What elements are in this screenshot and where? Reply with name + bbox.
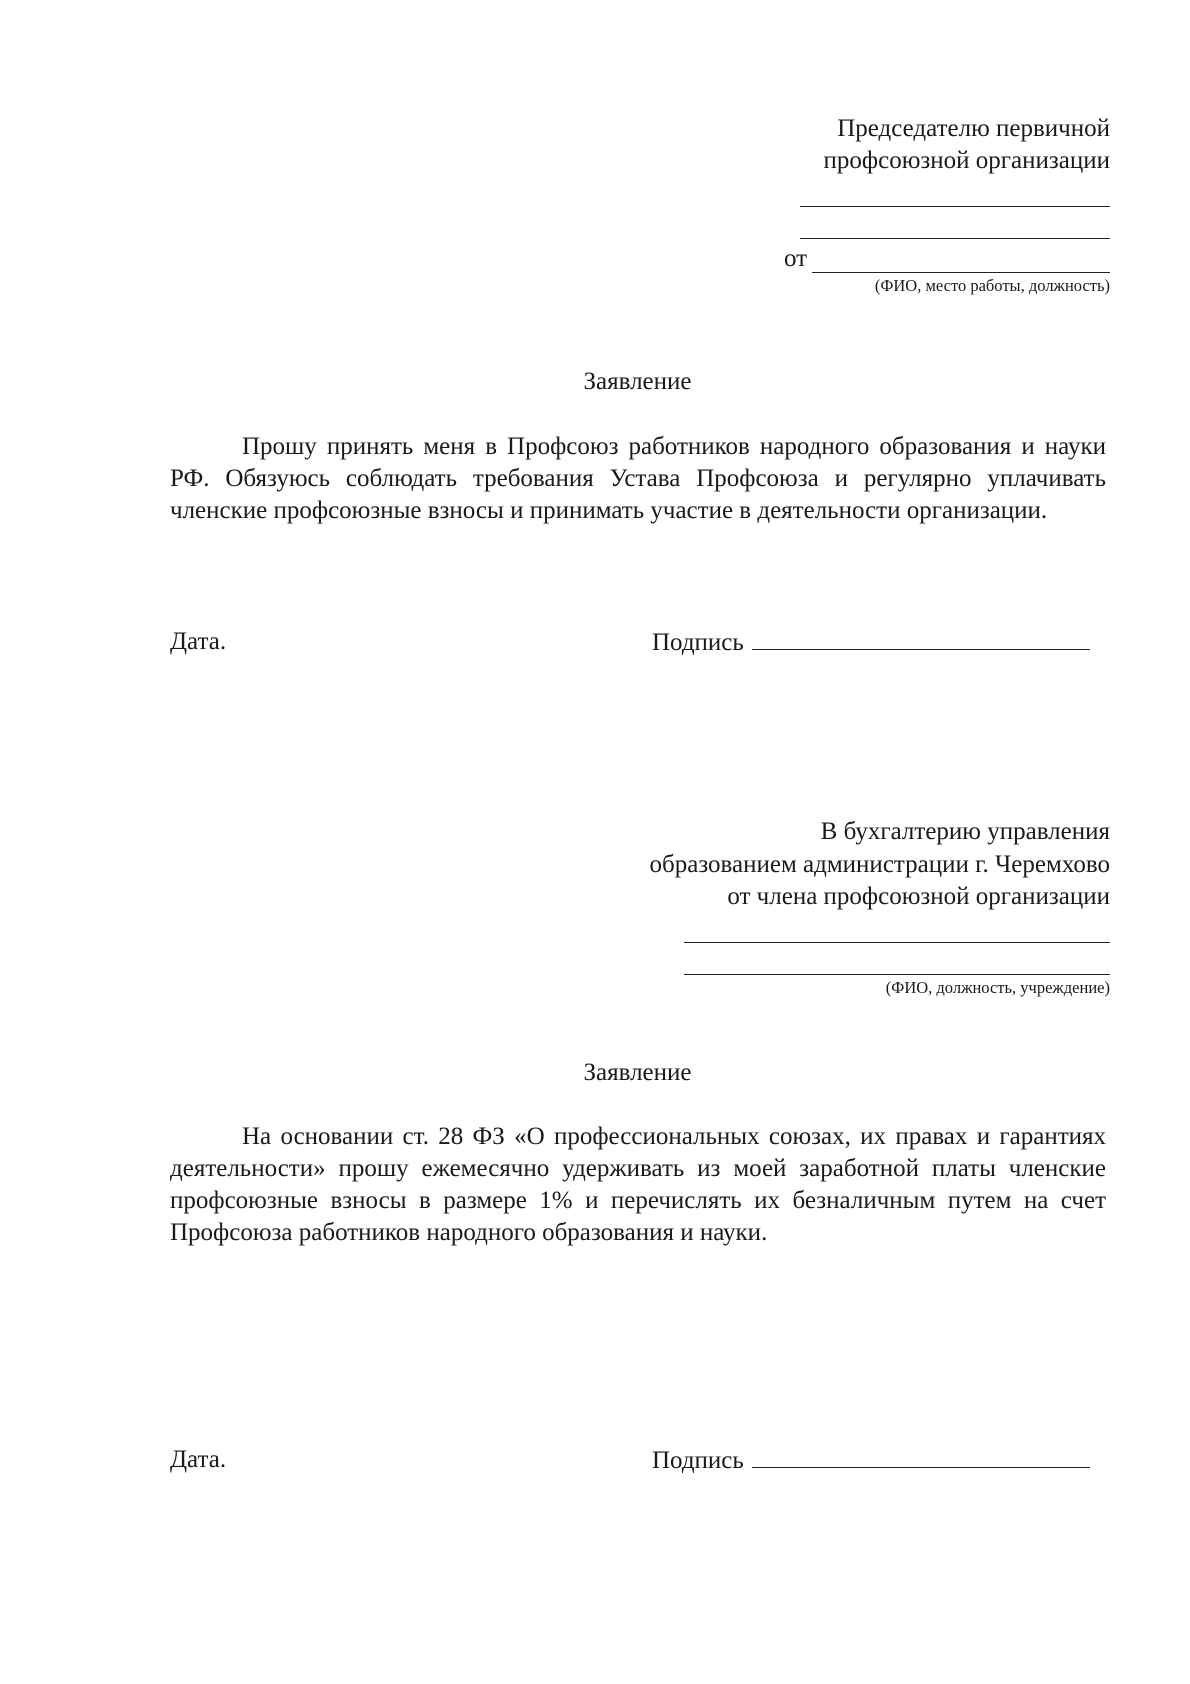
statement-body: На основании ст. 28 ФЗ «О профессиональных союзах, их правах и гарантиях деятельности» прошу ежемесячно удерживать из моей заработной платы членские профсоюзные взносы в размере 1% и перечислять их безналичным путем на счет Профсоюза работников народного образования и науки. [170, 1123, 1106, 1246]
signature-line [752, 1445, 1090, 1468]
addressee-line-1: В бухгалтерию управления [820, 818, 1110, 845]
statement-body: Прошу принять меня в Профсоюз работников народного образования и науки РФ. Обязуюсь соблюдать требования Устава Профсоюза и регулярно уплачивать членские профсоюзные взносы и принимать участие в деятельности организации. [170, 433, 1106, 524]
blank-line [800, 206, 1110, 207]
addressee-line-2: профсоюзной организации [823, 147, 1110, 174]
blank-line [800, 238, 1110, 239]
date-label: Дата. [170, 1446, 227, 1473]
addressee-line-3: от члена профсоюзной организации [727, 883, 1110, 910]
from-blank-line [812, 272, 1110, 273]
statement-title: Заявление [583, 1059, 692, 1086]
fields-hint: (ФИО, место работы, должность) [874, 276, 1110, 295]
signature-line [752, 627, 1090, 650]
statement-title: Заявление [583, 368, 692, 395]
signature-field [652, 627, 1090, 658]
date-label: Дата. [170, 628, 227, 655]
blank-line [684, 942, 1110, 943]
fields-hint: (ФИО, должность, учреждение) [885, 978, 1110, 997]
addressee-line-2: образованием администрации г. Черемхово [649, 851, 1110, 878]
addressee-line-1: Председателю первичной [837, 115, 1110, 142]
signature-label: Подпись [652, 1447, 744, 1474]
from-label: от [784, 245, 808, 272]
signature-field [652, 1445, 1090, 1476]
signature-label: Подпись [652, 629, 744, 656]
blank-line [684, 974, 1110, 975]
